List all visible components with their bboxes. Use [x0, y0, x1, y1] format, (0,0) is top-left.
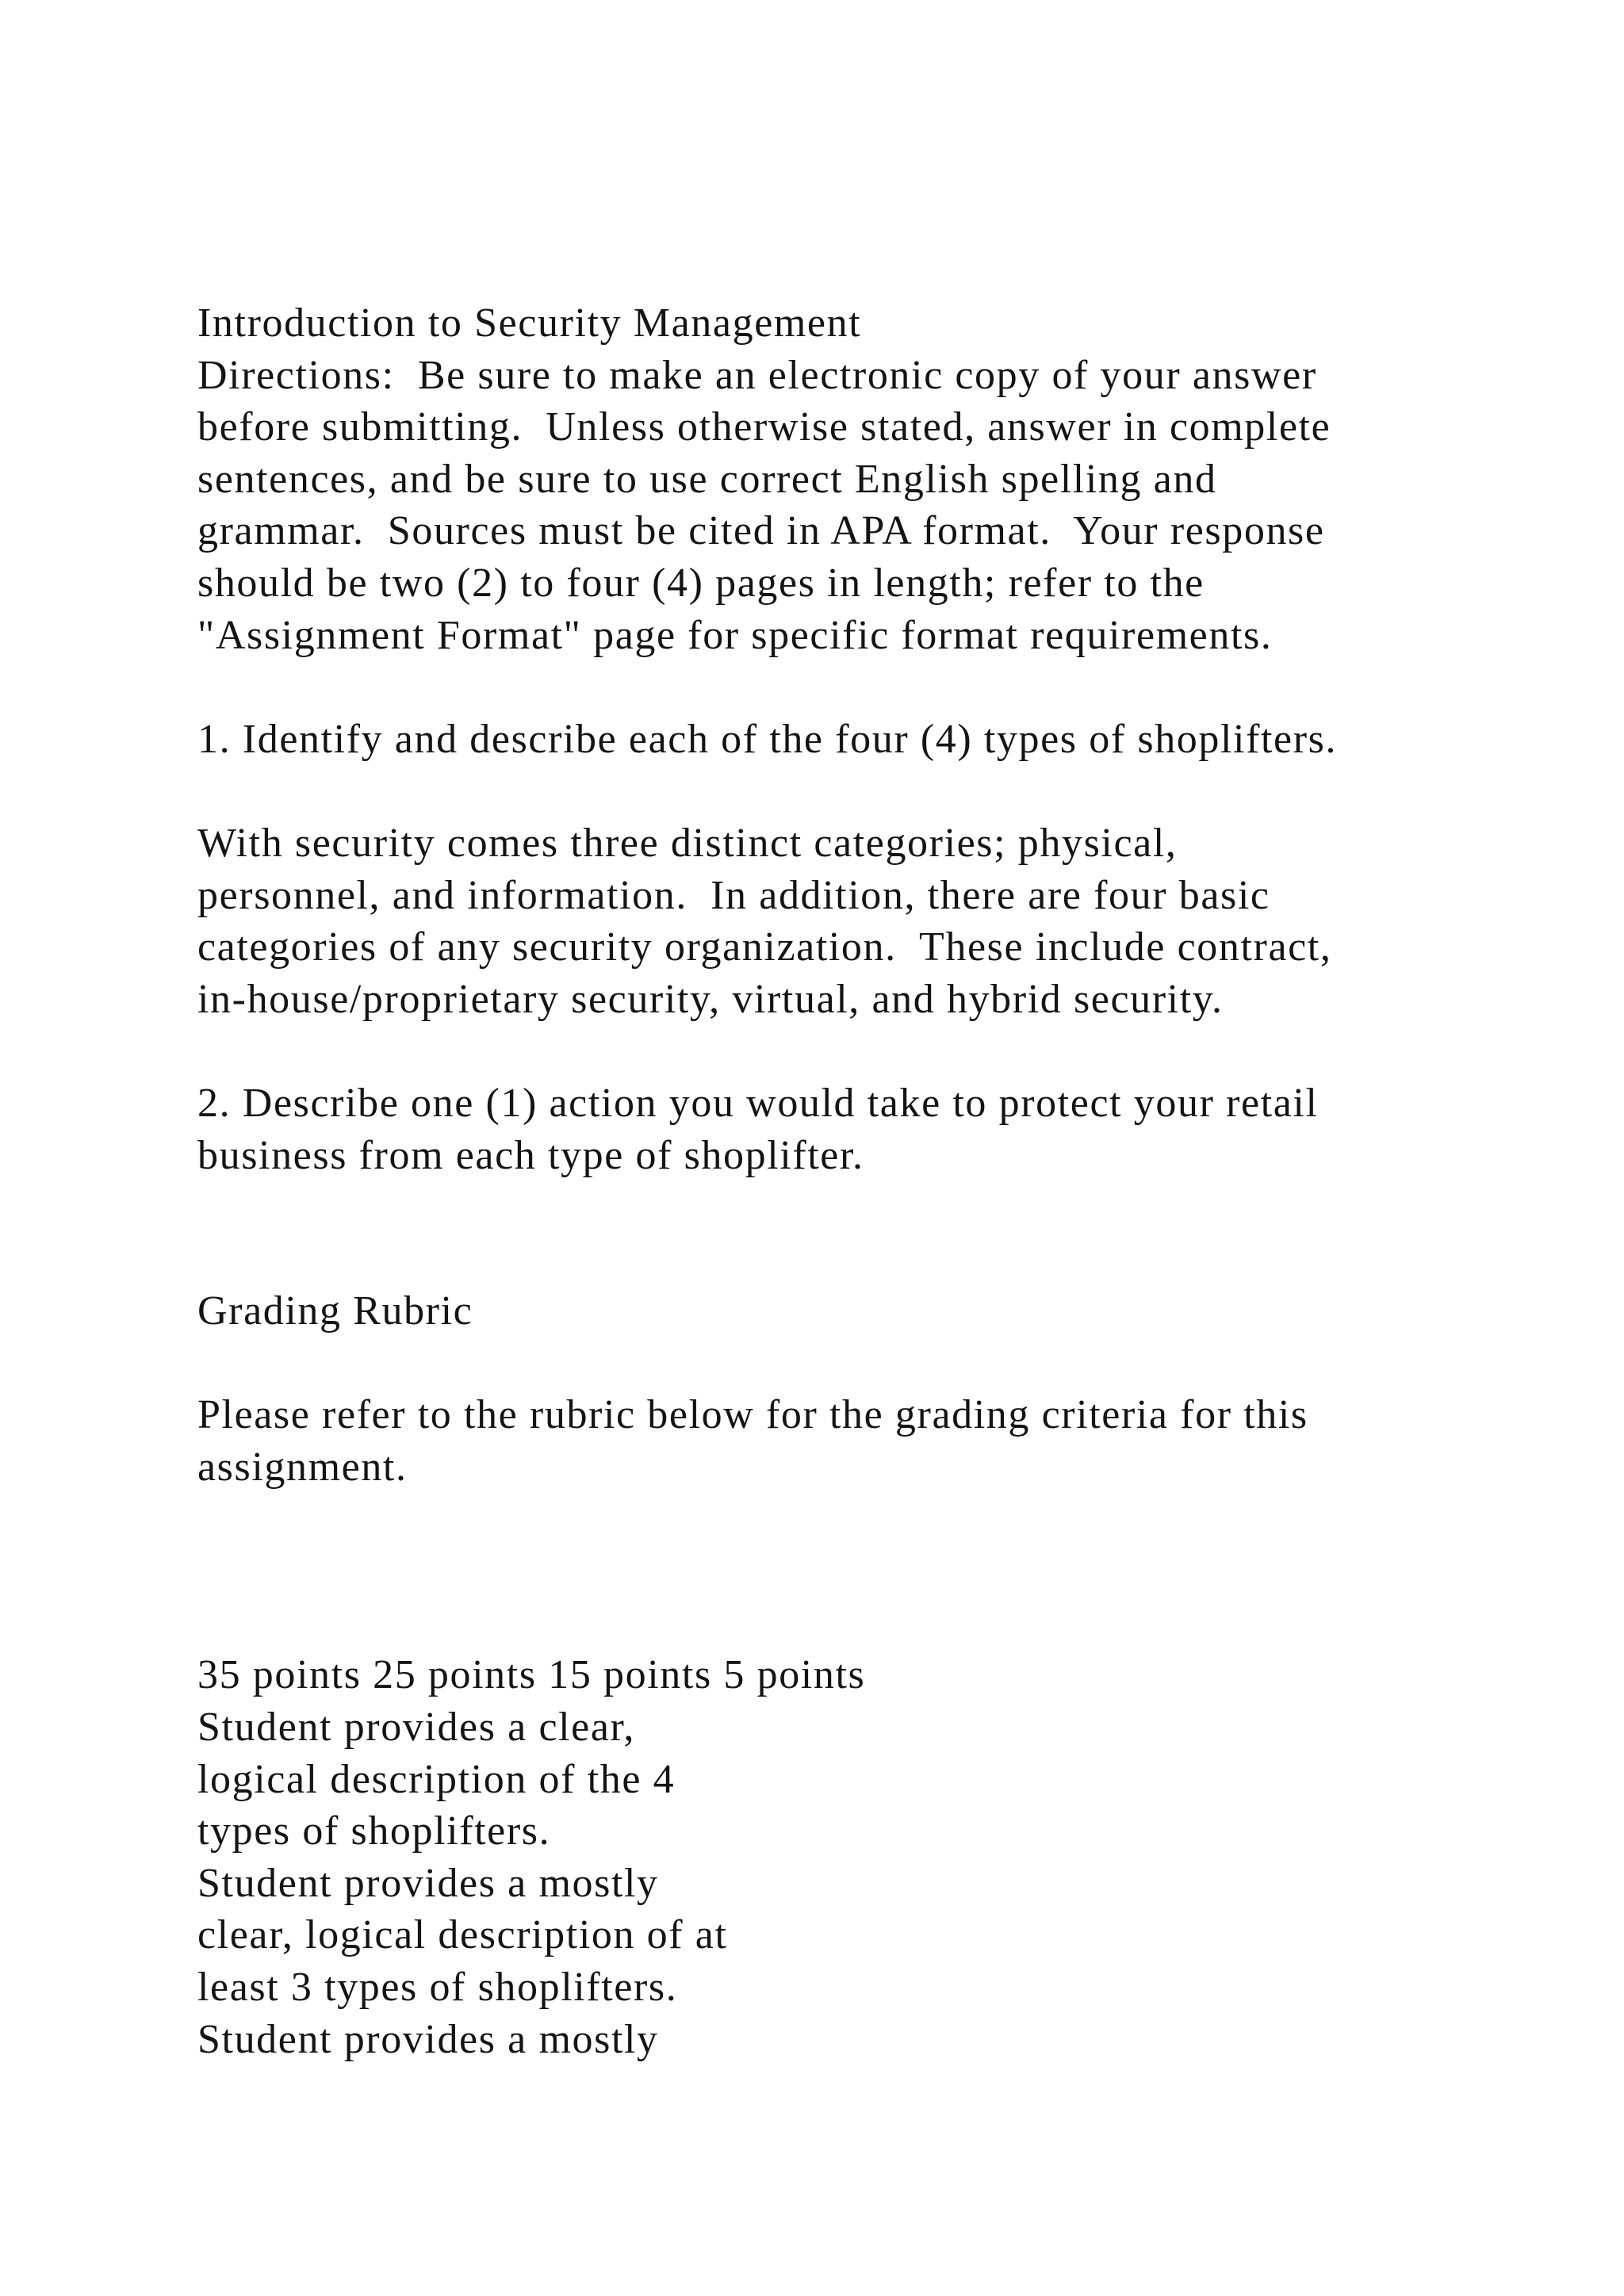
rubric-intro-line: assignment. — [197, 1445, 408, 1490]
rubric-description-line: Student provides a clear, — [197, 1705, 635, 1751]
context-line: in-house/proprietary security, virtual, and hybrid security. — [197, 976, 1224, 1022]
document-body — [197, 297, 1506, 2065]
question-1: 1. Identify and describe each of the four (4) types of shoplifters. — [197, 716, 1338, 762]
rubric-heading: Grading Rubric — [197, 1288, 473, 1334]
question-2-line: business from each type of shoplifter. — [197, 1132, 864, 1178]
directions-line: before submitting. Unless otherwise stated, answer in complete — [197, 404, 1331, 450]
directions-paragraph — [197, 350, 1506, 662]
directions-line: should be two (2) to four (4) pages in length; refer to the — [197, 560, 1205, 606]
document-title: Introduction to Security Management — [197, 300, 862, 346]
context-line: categories of any security organization. These include contract, — [197, 924, 1332, 970]
directions-line: "Assignment Format" page for specific format requirements. — [197, 612, 1273, 658]
directions-line: grammar. Sources must be cited in APA format. Your response — [197, 508, 1325, 554]
rubric-description-line: logical description of the 4 — [197, 1756, 676, 1802]
rubric-intro-line: Please refer to the rubric below for the grading criteria for this — [197, 1392, 1308, 1438]
rubric-description-line: least 3 types of shoplifters. — [197, 1965, 678, 2011]
question-2-line: 2. Describe one (1) action you would take to protect your retail — [197, 1080, 1319, 1126]
rubric-description-line: Student provides a mostly — [197, 2016, 659, 2062]
rubric-points-header: 35 points 25 points 15 points 5 points — [197, 1652, 866, 1698]
directions-line: Directions: Be sure to make an electronic copy of your answer — [197, 352, 1317, 398]
context-line: With security comes three distinct categories; physical, — [197, 820, 1178, 866]
rubric-description-line: Student provides a mostly — [197, 1860, 659, 1906]
rubric-description-line: clear, logical description of at — [197, 1912, 728, 1958]
directions-line: sentences, and be sure to use correct English spelling and — [197, 456, 1217, 502]
rubric-intro — [197, 1389, 1506, 1493]
rubric-descriptions — [197, 1701, 1506, 2065]
context-paragraph — [197, 817, 1506, 1025]
context-line: personnel, and information. In addition, there are four basic — [197, 872, 1270, 918]
rubric-description-line: types of shoplifters. — [197, 1808, 551, 1854]
question-2 — [197, 1077, 1506, 1181]
